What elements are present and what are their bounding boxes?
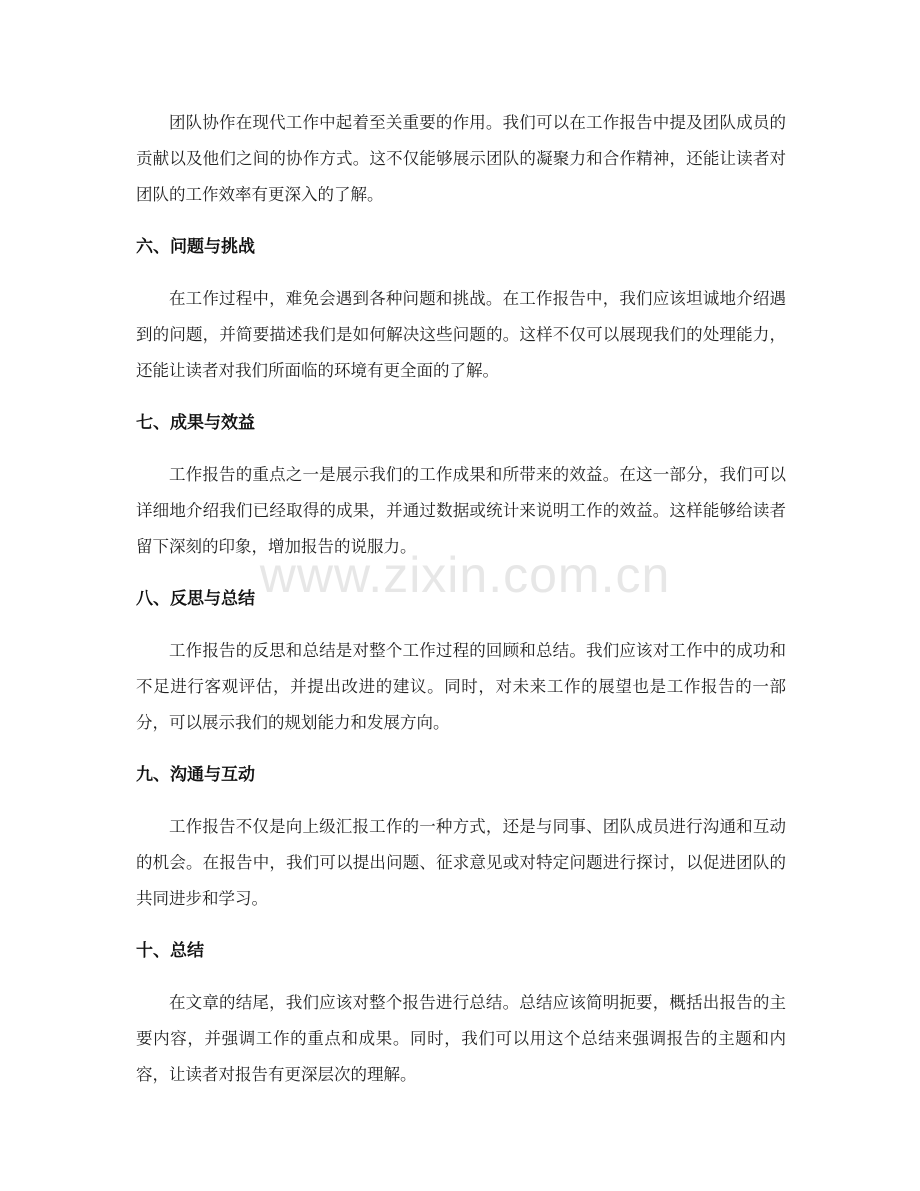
paragraph-teamwork: 团队协作在现代工作中起着至关重要的作用。我们可以在工作报告中提及团队成员的贡献以及他们之间的协作方式。这不仅能够展示团队的凝聚力和合作精神，还能让读者对团队的工作效率有更深入的了解。 <box>136 113 786 204</box>
heading-results-benefits: 七、成果与效益 <box>136 413 255 433</box>
paragraph-reflection-summary: 工作报告的反思和总结是对整个工作过程的回顾和总结。我们应该对工作中的成功和不足进行客观评估，并提出改进的建议。同时，对未来工作的展望也是工作报告的一部分，可以展示我们的规划能力和发展方向。 <box>136 641 786 732</box>
paragraph-problems-challenges: 在工作过程中，难免会遇到各种问题和挑战。在工作报告中，我们应该坦诚地介绍遇到的问题，并简要描述我们是如何解决这些问题的。这样不仅可以展现我们的处理能力，还能让读者对我们所面临的环境有更全面的了解。 <box>136 289 786 380</box>
heading-communication-interaction: 九、沟通与互动 <box>136 765 255 785</box>
heading-reflection-summary: 八、反思与总结 <box>136 589 255 609</box>
paragraph-results-benefits: 工作报告的重点之一是展示我们的工作成果和所带来的效益。在这一部分，我们可以详细地介绍我们已经取得的成果，并通过数据或统计来说明工作的效益。这样能够给读者留下深刻的印象，增加报告的说服力。 <box>136 465 786 556</box>
heading-conclusion: 十、总结 <box>136 941 204 961</box>
paragraph-conclusion: 在文章的结尾，我们应该对整个报告进行总结。总结应该简明扼要，概括出报告的主要内容，并强调工作的重点和成果。同时，我们可以用这个总结来强调报告的主题和内容，让读者对报告有更深层次的理解。 <box>136 993 786 1084</box>
document-body <box>136 105 786 1093</box>
watermark-text: www.zixin.com.cn <box>259 547 671 603</box>
heading-problems-challenges: 六、问题与挑战 <box>136 237 255 257</box>
paragraph-communication-interaction: 工作报告不仅是向上级汇报工作的一种方式，还是与同事、团队成员进行沟通和互动的机会。在报告中，我们可以提出问题、征求意见或对特定问题进行探讨，以促进团队的共同进步和学习。 <box>136 817 786 908</box>
